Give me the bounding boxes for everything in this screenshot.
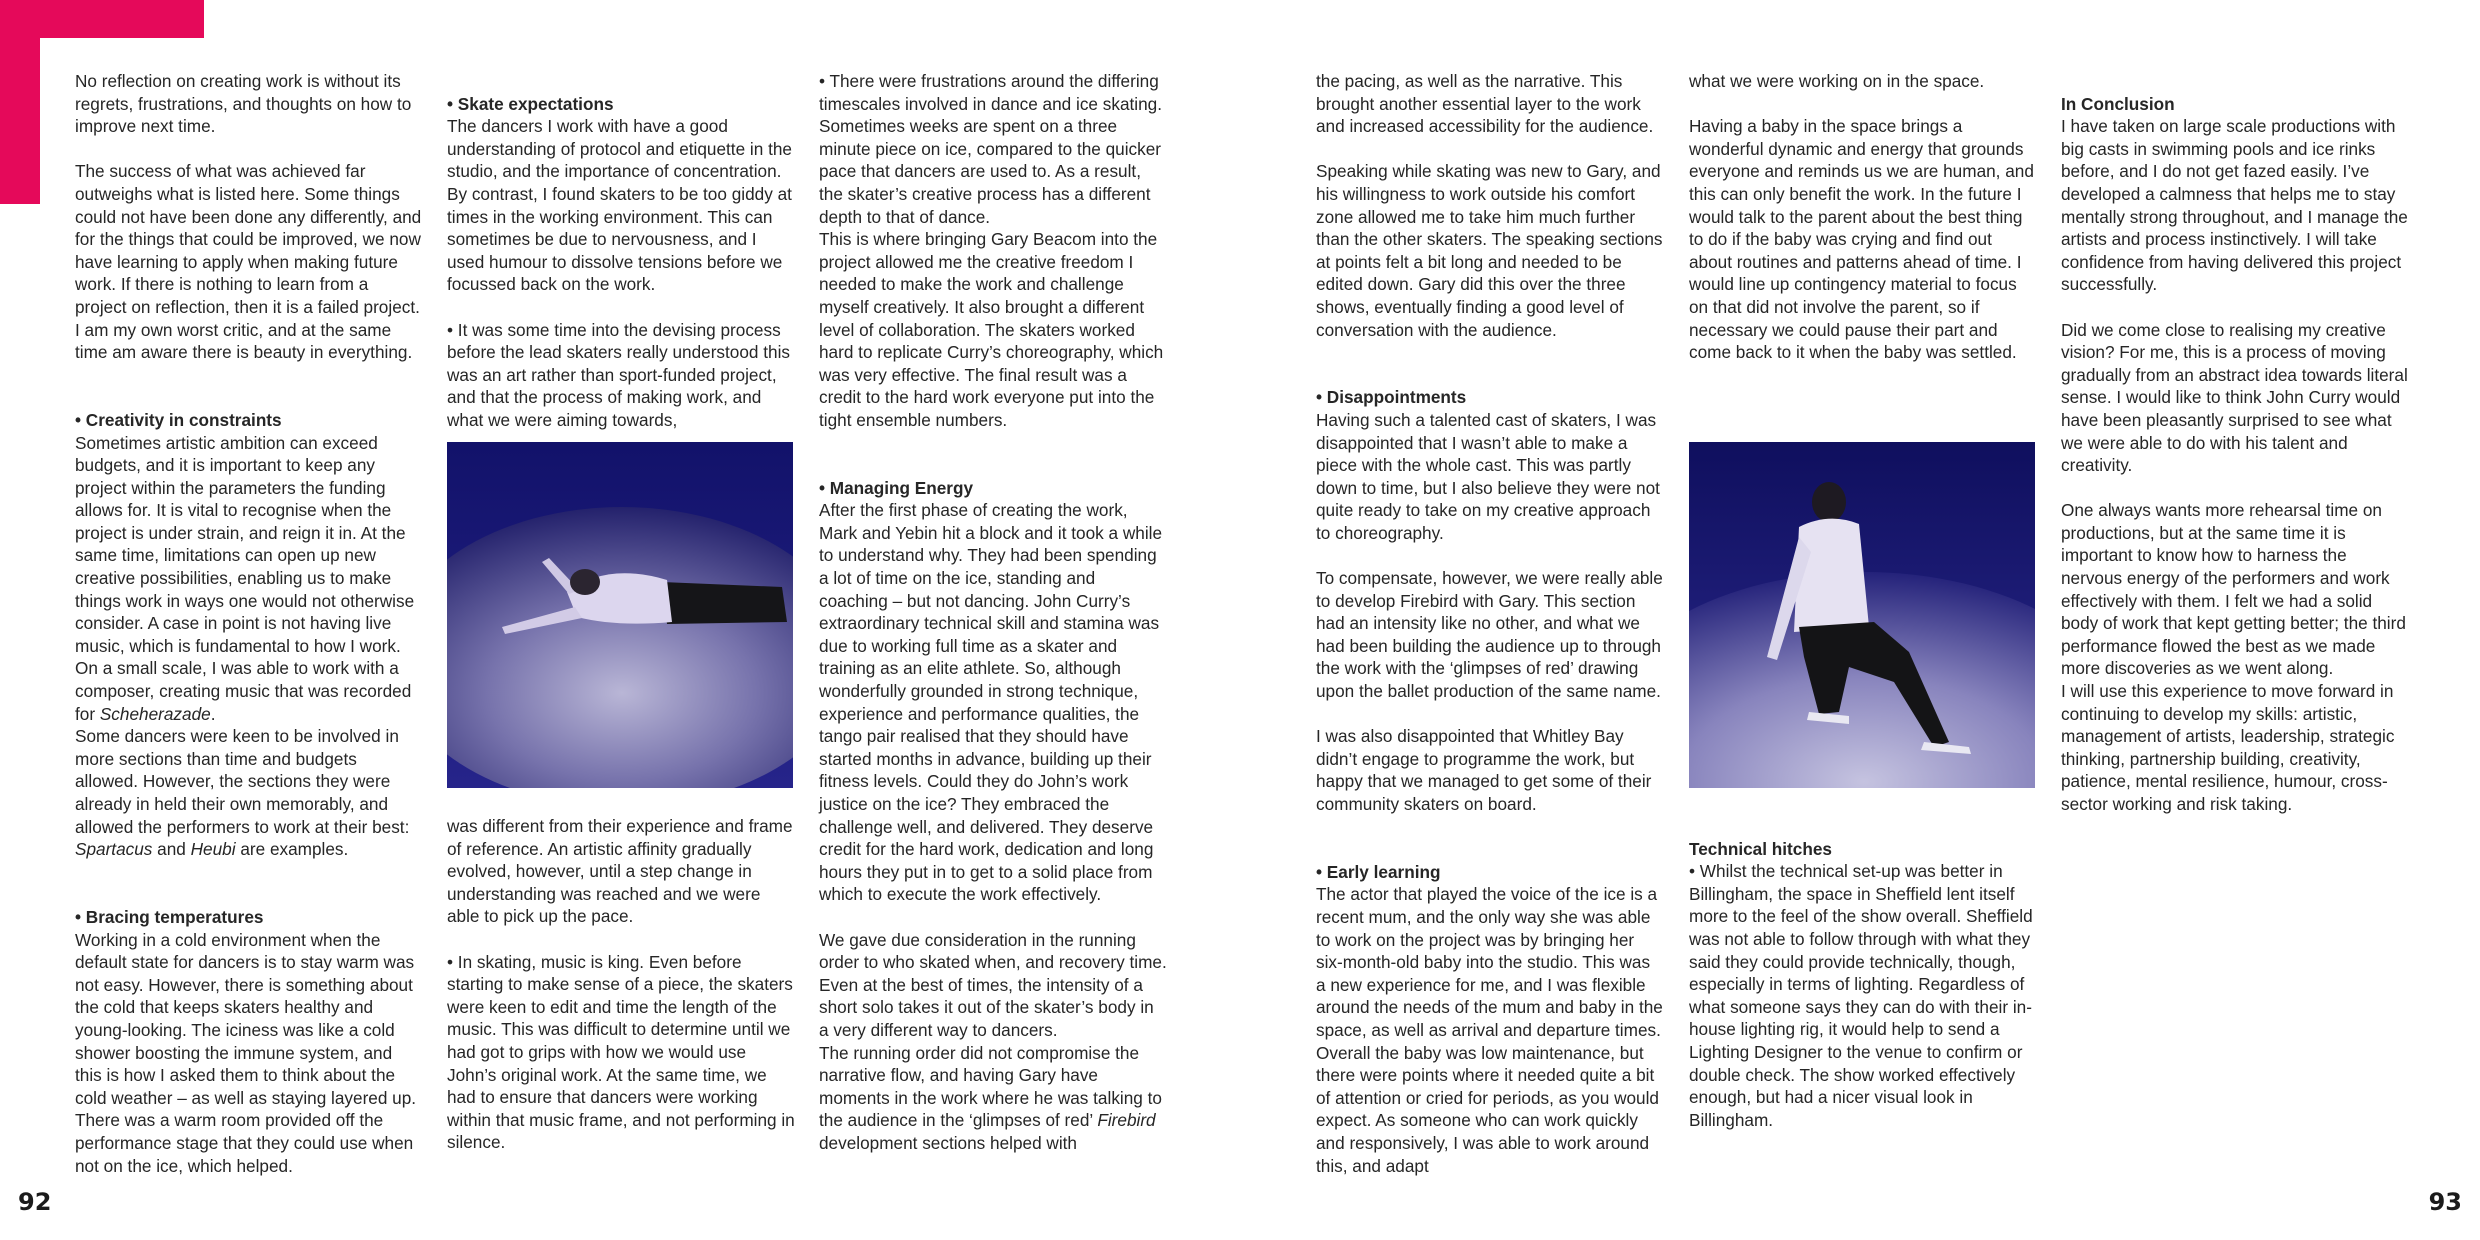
- section-disappointments: • Disappointments Having such a talented cast of skaters, I was disappointed that I wasn’t able to make a piece with the whole cast. This was partly down to time, but I also believe they were not quite ready to take on my creative approach to choreography.: [1316, 364, 1664, 545]
- music-paragraph: • In skating, music is king. Even before starting to make sense of a piece, the skaters were keen to edit and time the length of the music. This was difficult to determine until we had got to grips with how we would use John’s original work. At the same time, we had to ensure that dancers were working within that music frame, and not performing in silence.: [447, 951, 795, 1153]
- success-paragraph: The success of what was achieved far outweighs what is listed here. Some things could not have been done any differently, and for the things that could be improved, we now have learning to apply when making future work. If there is nothing to learn from a project on reflection, then it is a failed project. I am my own worst critic, and at the same time am aware there is beauty in everything.: [75, 161, 422, 363]
- column-2: [447, 70, 795, 454]
- section-conclusion: In Conclusion I have taken on large scale productions with big casts in swimming pools and ice rinks before, and I do not get fazed easily. I’ve developed a calmness that helps me to stay mentally strong throughout, and I manage the artists and process instinctively. I will take confidence from having delivered this project successfully.: [2061, 93, 2408, 295]
- intro-paragraph: No reflection on creating work is without its regrets, frustrations, and thoughts on how to improve next time.: [75, 71, 412, 137]
- section-heading: Technical hitches: [1689, 838, 1832, 859]
- column-6: [2061, 70, 2409, 838]
- column-1: [75, 70, 423, 1200]
- column-2-lower: [447, 815, 795, 1177]
- column-5-lower: [1689, 815, 2037, 1154]
- page-number-right: 93: [2428, 1188, 2462, 1216]
- section-skate-expectations: • Skate expectations The dancers I work with have a good understanding of protocol and etiquette in the studio, and the importance of concentration. By contrast, I found skaters to be too giddy at times in the working environment. This can sometimes be due to nervousness, and I used humour to dissolve tensions before we focussed back on the work.: [447, 70, 795, 296]
- page-number-left: 92: [18, 1188, 52, 1216]
- section-heading: In Conclusion: [2061, 93, 2175, 114]
- section-heading: • Skate expectations: [447, 93, 614, 114]
- section-temperatures: • Bracing temperatures Working in a cold environment when the default state for dancers is to stay warm was not easy. However, there is something about the cold that keeps skaters healthy and young-looking. The iciness was like a cold shower boosting the immune system, and this is how I asked them to think about the cold weather – as well as staying layered up. There was a warm room provided off the performance stage that they could use when not on the ice, which helped.: [75, 883, 423, 1177]
- compensate-paragraph: To compensate, however, we were really able to develop Firebird with Gary. This section had an intensity like no other, and what we had been building the audience up to through the work with the ‘glimpses of red’ drawing upon the ballet production of the same name.: [1316, 568, 1663, 702]
- space-paragraph: what we were working on in the space.: [1689, 71, 1985, 91]
- section-managing-energy: • Managing Energy After the first phase of creating the work, Mark and Yebin hit a block and it took a while to understand why. They had been spending a lot of time on the ice, standing and coaching – but not dancing. John Curry’s extraordinary technical skill and stamina was due to working full time as a skater and training as an elite athlete. So, although wonderfully grounded in strong technique, experience and performance qualities, the tango pair realised that they should have started months in advance, building up their fitness levels. Could they do John’s work justice on the ice? They embraced the challenge well, and delivered. They deserve credit for the hard work, dedication and long hours they put in to get to a solid place from which to execute the work effectively.: [819, 454, 1167, 906]
- section-technical-hitches: Technical hitches • Whilst the technical set-up was better in Billingham, the space in Sheffield lent itself more to the feel of the show overall. Sheffield was not able to follow through with what they said they could provide technically, though, especially in terms of lighting. Regardless of what someone says they can do with their in-house lighting rig, it would help to send a Lighting Designer to the venue to confirm or double check. The show worked effectively enough, but had a nicer visual look in Billingham.: [1689, 815, 2037, 1131]
- photo-skater-lying-on-ice: [447, 442, 793, 788]
- devising-paragraph-continued: was different from their experience and frame of reference. An artistic affinity gradually evolved, however, until a step change in understanding was reached and we were able to pick up the pace.: [447, 816, 793, 927]
- section-heading: • Early learning: [1316, 861, 1441, 882]
- section-heading: • Bracing temperatures: [75, 906, 264, 927]
- pacing-paragraph: the pacing, as well as the narrative. This brought another essential layer to the work and increased accessibility for the audience.: [1316, 71, 1654, 137]
- devising-paragraph: • It was some time into the devising process before the lead skaters really understood this was an art rather than sport-funded project, and that the process of making work, and what we were aiming towards,: [447, 319, 790, 430]
- column-5: [1689, 70, 2037, 386]
- section-heading: • Managing Energy: [819, 477, 974, 498]
- baby-paragraph: Having a baby in the space brings a wonderful dynamic and energy that grounds everyone and reminds us we are human, and this can only benefit the work. In the future I would talk to the parent about the best thing to do if the baby was crying and find out about routines and patterns ahead of time. I would line up contingency material to focus on that did not involve the parent, so if necessary we could pause their part and come back to it when the baby was settled.: [1689, 116, 2034, 363]
- column-3: [819, 70, 1167, 1177]
- section-heading: • Disappointments: [1316, 387, 1467, 408]
- accent-bar-side: [0, 0, 40, 204]
- section-creativity: • Creativity in constraints Sometimes artistic ambition can exceed budgets, and it is important to keep any project within the parameters the funding allows for. It is vital to recognise when the project is under strain, and reign it in. At the same time, limitations can open up new creative possibilities, enabling us to make things work in ways one would not otherwise consider. A case in point is not having live music, which is fundamental to how I work. On a small scale, I was able to work with a composer, creating music that was recorded for Scheherazade. Some dancers were keen to be involved in more sections than time and budgets allowed. However, the sections they were already in held their own memorably, and allowed the performers to work at their best: Spartacus and Heubi are examples.: [75, 386, 423, 860]
- whitley-bay-paragraph: I was also disappointed that Whitley Bay didn’t engage to programme the work, but happy that we managed to get some of their community skaters on board.: [1316, 726, 1652, 814]
- vision-paragraph: Did we come close to realising my creative vision? For me, this is a process of moving gradually from an abstract idea towards literal sense. I would like to think John Curry would have been pleasantly surprised to see what we were able to do with his talent and creativity.: [2061, 319, 2408, 476]
- running-order-paragraph: We gave due consideration in the running order to who skated when, and recovery time. Even at the best of times, the intensity of a short solo takes it out of the skater’s body in a very different way to dancers. The running order did not compromise the narrative flow, and having Gary have moments in the work where he was talking to the audience in the ‘glimpses of red’ Firebird development sections helped with: [819, 929, 1167, 1153]
- section-heading: • Creativity in constraints: [75, 409, 282, 430]
- speaking-paragraph: Speaking while skating was new to Gary, and his willingness to work outside his comfort zone allowed me to take him much further than the other skaters. The speaking sections at points felt a bit long and needed to be edited down. Gary did this over the three shows, eventually finding a good level of conversation with the audience.: [1316, 161, 1663, 340]
- section-early-learning: • Early learning The actor that played the voice of the ice is a recent mum, and the only way she was able to work on the project was by bringing her six-month-old baby into the studio. This was a new experience for me, and I was flexible around the needs of the mum and baby in the space, as well as arrival and departure times. Overall the baby was low maintenance, but there were points where it needed quite a bit of attention or cried for periods, as you would expect. As someone who can work quickly and responsively, I was able to work around this, and adapt: [1316, 861, 1663, 1176]
- column-4: [1316, 70, 1664, 1200]
- frustrations-paragraph: • There were frustrations around the differing timescales involved in dance and ice skating. Sometimes weeks are spent on a three minute piece on ice, compared to the quicker pace that dancers are used to. As a result, the skater’s creative process has a different depth to that of dance. This is where bringing Gary Beacom into the project allowed me the creative freedom I needed to make the work and challenge myself creatively. It also brought a different level of collaboration. The skaters worked hard to replicate Curry’s choreography, which was very effective. The final result was a credit to the hard work everyone put into the tight ensemble numbers.: [819, 71, 1164, 430]
- rehearsal-paragraph: One always wants more rehearsal time on productions, but at the same time it is important to know how to harness the nervous energy of the performers and work effectively with them. I felt we had a solid body of work that kept getting better; the third performance flowed the best as we made more discoveries as we went along. I will use this experience to move forward in continuing to develop my skills: artistic, management of artists, leadership, strategic thinking, partnership building, creativity, patience, mental resilience, humour, cross-sector working and risk taking.: [2061, 500, 2406, 814]
- photo-skater-crouching: [1689, 442, 2035, 788]
